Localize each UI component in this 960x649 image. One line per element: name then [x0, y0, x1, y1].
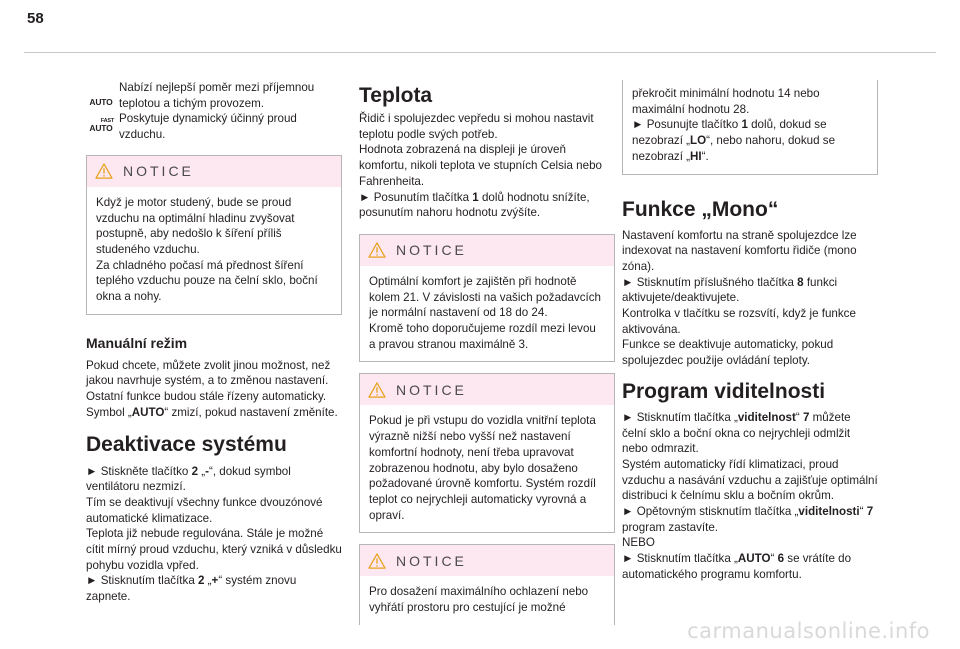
text-part: program zastavíte. — [622, 520, 719, 534]
notice-title: NOTICE — [396, 381, 467, 398]
text-part: “, dokud symbol ventilátoru nezmizí. — [86, 464, 291, 494]
notice-title: NOTICE — [123, 163, 194, 180]
manual-text-part: Pokud chcete, můžete zvolit jinou možnost, než jakou navrhuje systém, a to změnou nastavení. Ostatní funkce budou stále řízeny automaticky. Symbol „ — [86, 358, 331, 419]
notice-text: Optimální komfort je zajištěn při hodnotě kolem 21. V závislosti na vašich požadavcích je normální nastavení od 18 do 24. Kromě toho doporučujeme rozdíl mezi levou a pravou stranou maximálně 3. — [369, 274, 601, 351]
visibility-step-1 — [622, 410, 878, 457]
notice-header — [360, 374, 614, 405]
deactivation-note-2: Teplota již nebude regulována. Stále je možné cítit mírný proud vzduchu, který vzniká v důsledku pohybu vozidla vpřed. — [86, 527, 342, 572]
column-2 — [359, 84, 615, 625]
manual-text-part: “ zmizí, pokud nastavení změníte. — [164, 405, 338, 419]
text-part: “ — [770, 552, 778, 566]
mono-heading: Funkce „Mono“ — [622, 197, 779, 221]
page-number: 58 — [27, 10, 44, 27]
notice-header — [360, 235, 614, 266]
notice-header — [360, 545, 614, 576]
button-ref: 1 — [741, 118, 748, 132]
visibility-note: Systém automaticky řídí klimatizaci, proud vzduchu a nasávání vzduchu a zajišťuje optimální distribuci k čelnímu sklu a bočním okrům. — [622, 457, 878, 503]
notice-text: Když je motor studený, bude se proud vzduchu na optimální hladinu zvyšovat postupně, aby nedošlo k šíření příliš studeného vzduchu. Za chladného počasí má přednost šíření teplého vzduchu pouze na čelní sklo, boční okna a nohy. — [96, 195, 318, 304]
notice-title: NOTICE — [396, 242, 467, 259]
fast-icon-label: AUTO — [89, 123, 113, 134]
deactivation-step-1 — [86, 464, 342, 495]
deactivation-note-1: Tím se deaktivují všechny funkce dvouzónové automatické klimatizace. — [86, 495, 323, 525]
notice-box-continued — [622, 80, 878, 175]
mono-step — [622, 275, 878, 306]
notice-continued-text: překročit minimální hodnotu 14 nebo maximální hodnotu 28. — [632, 87, 820, 116]
text-part: funkci aktivujete/deaktivujete. — [622, 275, 838, 305]
auto-icon — [86, 80, 116, 107]
symbol-ref: - — [205, 464, 209, 478]
symbol-ref: + — [211, 574, 219, 588]
text-part: ► Stisknutím tlačítka „ — [622, 410, 738, 424]
text-part: „ — [204, 574, 212, 588]
notice-continued-step — [632, 117, 868, 164]
notice-box-entry-temperature — [359, 373, 615, 533]
button-ref: AUTO — [737, 552, 771, 566]
fast-auto-icon — [86, 111, 116, 133]
text-part: “ systém znovu zapnete. — [86, 574, 297, 604]
text-part: “, nebo nahoru, dokud se nezobrazí „ — [632, 134, 836, 163]
deactivation-step-2 — [86, 573, 342, 604]
watermark: carmanualsonline.info — [687, 619, 930, 643]
hi-label: HI — [690, 149, 702, 163]
button-ref: viditelnosti — [798, 505, 860, 519]
text-part: dolů, dokud se nezobrazí „ — [632, 118, 827, 148]
button-ref: 2 — [198, 574, 205, 588]
text-part: dolů hodnotu snížíte, posunutím nahoru hodnotu zvýšíte. — [359, 190, 590, 220]
header-divider — [24, 52, 936, 53]
button-ref: viditelnost — [737, 410, 796, 424]
text-part: ► Posunujte tlačítko — [632, 118, 742, 132]
text-part: ► Posunutím tlačítka — [359, 190, 473, 204]
visibility-step-3 — [622, 551, 878, 582]
temperature-text: Řidič i spolujezdec vepředu si mohou nastavit teplotu podle svých potřeb. Hodnota zobrazená na displeji je úroveň komfortu, nikoli teplota ve stupních Celsia nebo Fahrenheita. — [359, 112, 602, 188]
mono-note-2: Funkce se deaktivuje automaticky, pokud spolujezdec použije ovládání teploty. — [622, 338, 834, 368]
fast-mode-text: Poskytuje dynamický účinný proud vzduchu. — [119, 112, 297, 142]
text-part: ► Stiskněte tlačítko — [86, 464, 192, 478]
warning-icon — [95, 163, 113, 179]
text-part: ► Stisknutím tlačítka — [86, 574, 198, 588]
warning-icon — [368, 382, 386, 398]
notice-text: Pro dosažení maximálního ochlazení nebo vyhřátí prostoru pro cestující je možné — [369, 585, 589, 615]
notice-box-max-cooling — [359, 544, 615, 624]
notice-box-cold-engine — [86, 155, 342, 315]
notice-title: NOTICE — [396, 552, 467, 569]
visibility-step-2 — [622, 504, 878, 535]
fast-auto-mode-row — [86, 111, 342, 142]
text-part: můžete čelní sklo a boční okna co nejrychleji odmlžit nebo odmrazit. — [622, 410, 851, 456]
visibility-heading: Program viditelnosti — [622, 379, 826, 403]
button-ref: 1 — [472, 190, 479, 204]
warning-icon — [368, 553, 386, 569]
text-part: “ — [795, 410, 803, 424]
manual-mode-heading: Manuální režim — [86, 334, 188, 351]
auto-mode-text: Nabízí nejlepší poměr mezi příjemnou teplotou a tichým provozem. — [119, 81, 315, 110]
lo-label: LO — [690, 134, 707, 148]
auto-mode-row — [86, 80, 342, 111]
text-part: ► Opětovným stisknutím tlačítka „ — [622, 505, 799, 519]
auto-icon-label: AUTO — [89, 97, 113, 107]
mono-note-1: Kontrolka v tlačítku se rozsvítí, když je funkce aktivována. — [622, 307, 856, 336]
text-part: „ — [198, 464, 206, 478]
manual-auto-bold: AUTO — [131, 405, 165, 419]
notice-box-comfort — [359, 234, 615, 363]
warning-icon — [368, 242, 386, 258]
text-part: ► Stisknutím tlačítka „ — [622, 552, 738, 566]
temperature-step — [359, 190, 615, 221]
mono-text: Nastavení komfortu na straně spolujezdce lze indexovat na nastavení komfortu řidiče (mono zóna). — [622, 228, 857, 273]
text-part: ► Stisknutím příslušného tlačítka — [622, 275, 798, 289]
text-part: “ — [859, 505, 867, 519]
button-ref: 6 — [777, 552, 785, 566]
text-part: “. — [701, 149, 709, 163]
fast-icon-small-label: FAST — [100, 118, 114, 125]
visibility-or: NEBO — [622, 536, 655, 550]
text-part: se vrátíte do automatického programu komfortu. — [622, 552, 852, 581]
button-ref: 8 — [797, 275, 804, 289]
temperature-heading: Teplota — [359, 84, 433, 107]
button-ref: 7 — [866, 505, 874, 519]
deactivation-heading: Deaktivace systému — [86, 432, 287, 456]
column-1 — [86, 80, 342, 605]
button-ref: 7 — [802, 410, 810, 424]
notice-header — [87, 156, 341, 187]
manual-mode-text — [86, 358, 342, 421]
button-ref: 2 — [191, 464, 199, 478]
column-3 — [622, 80, 878, 583]
notice-text: Pokud je při vstupu do vozidla vnitřní teplota výrazně nižší nebo vyšší než nastavení komfortní hodnoty, není třeba upravovat zobrazenou hodnotu, aby bylo dosaženo požadované úrovně komfortu. Systém rozdíl teplot co nejrychleji automaticky vyrovná a opraví. — [369, 414, 596, 522]
